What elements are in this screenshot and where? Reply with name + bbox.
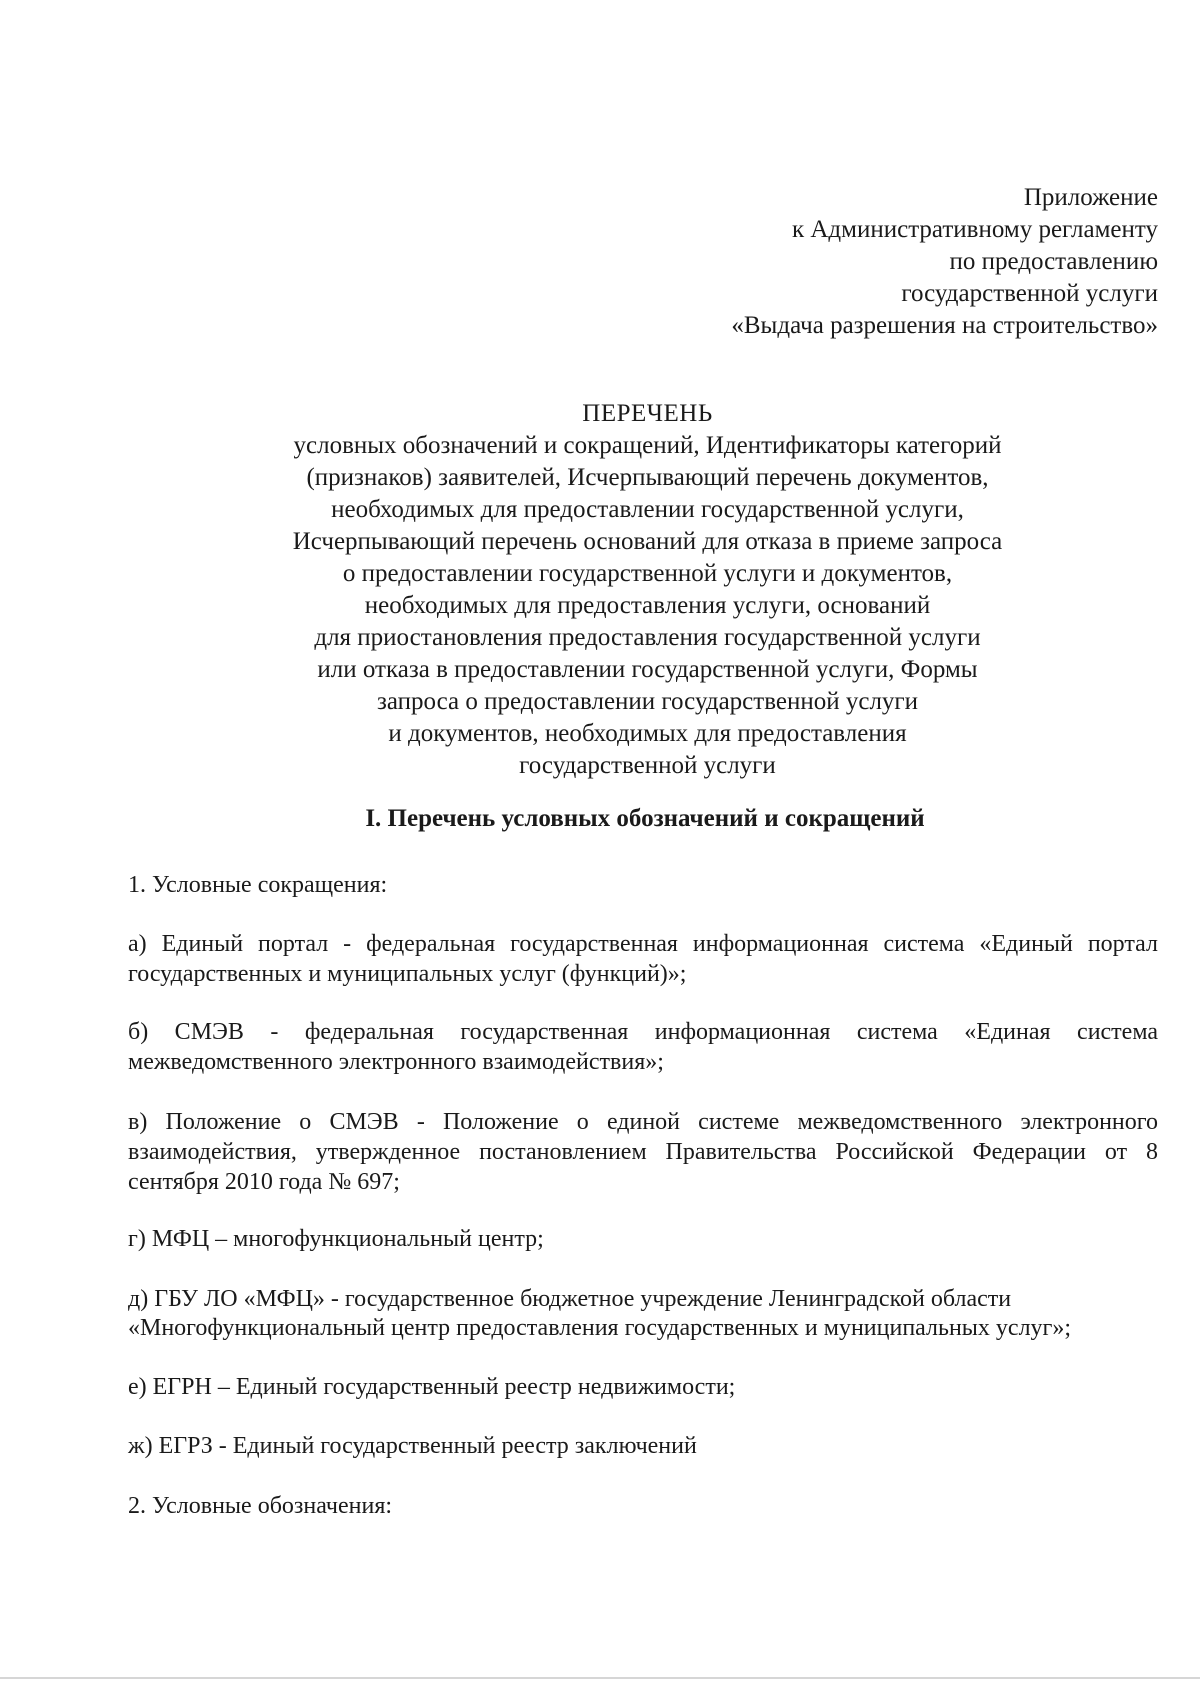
subtitle-line: Исчерпывающий перечень оснований для отказа в приеме запроса [292,528,1003,555]
subtitle-line: условных обозначений и сокращений, Идентификаторы категорий [293,432,1002,459]
subtitle-line: и документов, необходимых для предоставления [388,720,907,747]
item-b: б) СМЭВ - федеральная государственная информационная система «Единая система межведомственного электронного взаимодействия»; [128,1019,1158,1075]
appendix-line: государственной услуги [901,280,1158,307]
subtitle-line: (признаков) заявителей, Исчерпывающий перечень документов, [306,464,989,491]
subtitle-line: запроса о предоставлении государственной услуги [376,688,919,715]
subtitle-line: о предоставлении государственной услуги и документов, [342,560,953,587]
subtitle-line: необходимых для предоставления услуги, оснований [364,592,931,619]
item-e: е) ЕГРН – Единый государственный реестр недвижимости; [128,1374,736,1400]
document-title: ПЕРЕЧЕНЬ [582,400,713,427]
appendix-line: Приложение [1023,184,1158,211]
item-d-line-2: «Многофункциональный центр предоставления государственных и муниципальных услуг»; [128,1315,1072,1341]
appendix-line: к Административному регламенту [791,216,1158,243]
document-subtitle [0,430,1200,782]
designations-heading: 2. Условные обозначения: [128,1493,393,1519]
subtitle-line: государственной услуги [519,752,776,779]
item-v: в) Положение о СМЭВ - Положение о единой системе межведомственного электронного взаимодействия, утвержденное постановлением Правительства Российской Федерации от 8 сентября 2010 года № 697; [128,1109,1158,1195]
abbreviations-heading: 1. Условные сокращения: [128,872,388,898]
subtitle-line: необходимых для предоставлении государственной услуги, [331,496,964,523]
subtitle-line: для приостановления предоставления государственной услуги [314,624,981,651]
item-d-line-1: д) ГБУ ЛО «МФЦ» - государственное бюджетное учреждение Ленинградской области [128,1286,1012,1312]
subtitle-line: или отказа в предоставлении государственной услуги, Формы [317,656,978,683]
appendix-line: по предоставлению [949,248,1158,275]
item-a: а) Единый портал - федеральная государственная информационная система «Единый портал государственных и муниципальных услуг (функций)»; [128,931,1158,987]
item-zh: ж) ЕГРЗ - Единый государственный реестр заключений [128,1433,697,1459]
page-bottom-divider [0,1677,1200,1679]
section-heading: I. Перечень условных обозначений и сокращений [365,805,925,832]
item-g: г) МФЦ – многофункциональный центр; [128,1226,544,1252]
appendix-header [731,182,1158,342]
appendix-line: «Выдача разрешения на строительство» [731,312,1158,339]
